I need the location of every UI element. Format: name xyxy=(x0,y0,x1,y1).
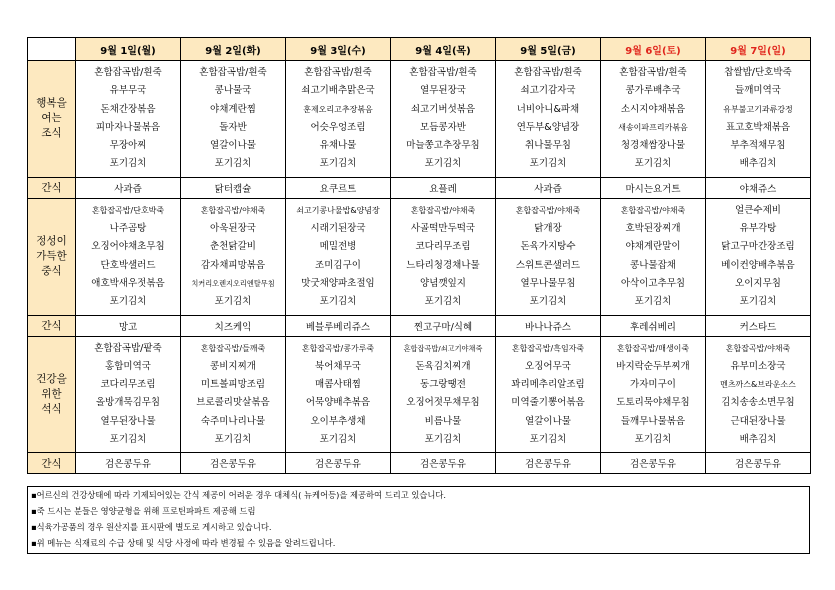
menu-item: 돈육김치찌개 xyxy=(415,360,471,372)
snack-item: 후레쉬베리 xyxy=(601,315,706,336)
menu-item: 유채나물 xyxy=(319,140,357,152)
menu-item: 열갈이나물 xyxy=(210,140,256,152)
menu-item: 어묵양배추볶음 xyxy=(305,397,371,409)
menu-item: 쇠고기콩나물밥&양념장 xyxy=(296,205,380,215)
menu-item: 혼합잡곡밥/흰죽 xyxy=(409,67,477,78)
lunch-day-cell xyxy=(601,198,706,315)
menu-item: 혼합잡곡밥/흰죽 xyxy=(619,67,687,78)
snack3-row xyxy=(28,453,811,474)
menu-item: 포기김치 xyxy=(109,434,147,446)
snack-item: 검은콩두유 xyxy=(286,453,391,474)
menu-item: 홍합미역국 xyxy=(105,360,151,372)
menu-item: 쇠고기배추맑은국 xyxy=(301,85,375,97)
menu-item: 포기김치 xyxy=(529,158,567,170)
menu-item: 혼합잡곡밥/들깨죽 xyxy=(200,343,266,353)
snack-item: 닭터캡슐 xyxy=(181,177,286,198)
snack-item: 검은콩두유 xyxy=(601,453,706,474)
menu-item: 애호박새우젓볶음 xyxy=(91,277,165,289)
menu-item: 마늘쫑고추장무침 xyxy=(406,140,480,152)
breakfast-day-cell xyxy=(601,61,706,178)
snack-item: 찐고구마/식혜 xyxy=(391,315,496,336)
breakfast-row xyxy=(28,61,811,178)
breakfast-day-cell xyxy=(706,61,811,178)
snack-item: 요쿠르트 xyxy=(286,177,391,198)
menu-item: 혼합잡곡밥/쇠고기야채죽 xyxy=(403,343,483,353)
menu-item: 피마자나물볶음 xyxy=(95,121,161,133)
breakfast-day-cell xyxy=(496,61,601,178)
menu-item: 브로콜리맛살볶음 xyxy=(196,397,270,409)
snack-item: 마시는요거트 xyxy=(601,177,706,198)
menu-item: 열무나물무침 xyxy=(520,277,576,289)
menu-item: 콩가루배추국 xyxy=(625,85,681,97)
menu-item: 찹쌀밥/단호박죽 xyxy=(724,67,792,78)
menu-item: 동그랑땡전 xyxy=(420,379,466,391)
menu-item: 오징어무국 xyxy=(525,360,571,372)
snack-item: 검은콩두유 xyxy=(496,453,601,474)
snack-item: 치즈케익 xyxy=(181,315,286,336)
menu-item: 부추적채무침 xyxy=(730,140,786,152)
menu-item: 혼합잡곡밥/단호박죽 xyxy=(91,205,165,215)
menu-item: 배추김치 xyxy=(739,434,777,446)
lunch-label: 정성이 가득한 중식 xyxy=(28,198,76,315)
menu-item: 포기김치 xyxy=(634,296,672,308)
lunch-day-cell xyxy=(706,198,811,315)
menu-item: 사골떡만두떡국 xyxy=(410,223,476,235)
menu-item: 콩비지찌개 xyxy=(210,360,256,372)
menu-item: 쇠고기버섯볶음 xyxy=(410,103,476,115)
menu-item: 아욱된장국 xyxy=(210,223,256,235)
lunch-day-cell xyxy=(286,198,391,315)
menu-item: 닭개장 xyxy=(534,223,562,235)
lunch-day-cell xyxy=(76,198,181,315)
menu-item: 춘천닭갈비 xyxy=(210,241,256,253)
menu-item: 포기김치 xyxy=(109,296,147,308)
menu-item: 미트볼피망조림 xyxy=(200,379,266,391)
menu-item: 근대된장나물 xyxy=(730,415,786,427)
menu-item: 오이지무침 xyxy=(735,277,781,289)
snack-item: 바나나쥬스 xyxy=(496,315,601,336)
breakfast-day-cell xyxy=(181,61,286,178)
menu-item: 코다리무조림 xyxy=(100,379,156,391)
menu-item: 포기김치 xyxy=(319,158,357,170)
breakfast-day-cell xyxy=(391,61,496,178)
menu-item: 혼합잡곡밥/야채죽 xyxy=(200,205,266,215)
menu-item: 열무된장국 xyxy=(420,85,466,97)
note-line: ▪위 메뉴는 식재료의 수급 상태 및 식당 사정에 따라 변경될 수 있음을 알려드립니다. xyxy=(31,538,336,548)
menu-item: 느타리청경채나물 xyxy=(406,259,480,271)
menu-item: 맛굿채양파초절임 xyxy=(301,277,375,289)
menu-item: 도토리묵야채무침 xyxy=(616,397,690,409)
menu-item: 들깨무나물볶음 xyxy=(620,415,686,427)
menu-item: 혼합잡곡밥/야채죽 xyxy=(515,205,581,215)
menu-item: 열무된장나물 xyxy=(100,415,156,427)
day-header: 9월 5일(금) xyxy=(496,38,601,61)
menu-item: 취나물무침 xyxy=(525,140,571,152)
menu-item: 들깨미역국 xyxy=(735,85,781,97)
corner-cell xyxy=(28,38,76,61)
menu-item: 코다리무조림 xyxy=(415,241,471,253)
note-line: ▪식육가공품의 경우 원산지를 표시판에 별도로 게시하고 있습니다. xyxy=(31,522,272,532)
menu-item: 시래기된장국 xyxy=(310,223,366,235)
menu-item: 혼합잡곡밥/흰죽 xyxy=(199,67,267,78)
menu-item: 혼합잡곡밥/야채죽 xyxy=(620,205,686,215)
menu-item: 열갈이나물 xyxy=(525,415,571,427)
menu-item: 혼합잡곡밥/팥죽 xyxy=(94,342,162,354)
snack2-row xyxy=(28,315,811,336)
snack-item: 요플레 xyxy=(391,177,496,198)
dinner-day-cell xyxy=(181,336,286,453)
menu-item: 얼큰수제비 xyxy=(735,204,781,216)
menu-item: 쇠고기감자국 xyxy=(520,85,576,97)
dinner-day-cell xyxy=(286,336,391,453)
snack-item: 검은콩두유 xyxy=(76,453,181,474)
menu-item: 숙주미나리나물 xyxy=(200,415,266,427)
menu-item: 포기김치 xyxy=(634,434,672,446)
snack-item: 커스타드 xyxy=(706,315,811,336)
dinner-label: 건강을 위한 석식 xyxy=(28,336,76,453)
menu-item: 김치송송소면무침 xyxy=(721,397,795,409)
menu-item: 훈제오리고추장볶음 xyxy=(303,104,373,114)
snack3-label: 간식 xyxy=(28,453,76,474)
day-header-weekend: 9월 7일(일) xyxy=(706,38,811,61)
menu-item: 포기김치 xyxy=(424,158,462,170)
menu-item: 혼합잡곡밥/흰죽 xyxy=(304,67,372,78)
menu-item: 청경채쌈장나물 xyxy=(620,140,686,152)
snack-item: 베블루베리쥬스 xyxy=(286,315,391,336)
menu-item: 아삭이고추무침 xyxy=(620,277,686,289)
menu-item: 꽈리메추리알조림 xyxy=(511,379,585,391)
menu-item: 메밀전병 xyxy=(319,241,357,253)
menu-item: 포기김치 xyxy=(424,296,462,308)
menu-item: 포기김치 xyxy=(529,434,567,446)
menu-item: 멘츠까스&브라운소스 xyxy=(720,380,796,390)
day-header-weekend: 9월 6일(토) xyxy=(601,38,706,61)
note-line: ▪죽 드시는 분들은 영양균형을 위해 프로틴파파트 제공해 드림 xyxy=(31,506,256,516)
dinner-row xyxy=(28,336,811,453)
menu-item: 포기김치 xyxy=(634,158,672,170)
menu-item: 미역줄기뽕어볶음 xyxy=(511,397,585,409)
menu-item: 돈육가지탕수 xyxy=(520,241,576,253)
menu-item: 혼합잡곡밥/야채죽 xyxy=(410,205,476,215)
day-header: 9월 2일(화) xyxy=(181,38,286,61)
snack-item: 사과즙 xyxy=(496,177,601,198)
menu-item: 포기김치 xyxy=(319,296,357,308)
lunch-day-cell xyxy=(391,198,496,315)
menu-item: 포기김치 xyxy=(109,158,147,170)
dinner-day-cell xyxy=(496,336,601,453)
dinner-day-cell xyxy=(76,336,181,453)
menu-item: 어슷우엉조림 xyxy=(310,121,366,133)
menu-item: 닭고구마간장조림 xyxy=(721,241,795,253)
breakfast-label: 행복을 여는 조식 xyxy=(28,61,76,178)
menu-item: 혼합잡곡밥/흰죽 xyxy=(94,67,162,78)
menu-item: 혼합잡곡밥/매생이죽 xyxy=(616,343,690,353)
snack-item: 야채쥬스 xyxy=(706,177,811,198)
menu-item: 단호박샐러드 xyxy=(100,259,156,271)
lunch-row xyxy=(28,198,811,315)
menu-item: 호박된장찌개 xyxy=(625,223,681,235)
notes-box xyxy=(27,486,810,554)
menu-item: 양념깻잎지 xyxy=(420,277,466,289)
breakfast-day-cell xyxy=(286,61,391,178)
menu-item: 야채계란찜 xyxy=(210,103,256,115)
lunch-day-cell xyxy=(496,198,601,315)
menu-item: 소시지야채볶음 xyxy=(620,103,686,115)
snack-item: 사과즙 xyxy=(76,177,181,198)
menu-item: 연두부&양념장 xyxy=(516,121,580,133)
menu-item: 돌자반 xyxy=(219,121,247,133)
menu-item: 북어채무국 xyxy=(315,360,361,372)
menu-item: 혼합잡곡밥/흑임자죽 xyxy=(511,343,585,353)
menu-item: 유부각탕 xyxy=(739,223,777,235)
snack-item: 검은콩두유 xyxy=(391,453,496,474)
menu-item: 무장아찌 xyxy=(109,140,147,152)
menu-item: 혼합잡곡밥/콩가루죽 xyxy=(301,343,375,353)
menu-item: 가자미구이 xyxy=(630,379,676,391)
menu-item: 돈채간장볶음 xyxy=(100,103,156,115)
menu-item: 포기김치 xyxy=(739,296,777,308)
snack-item: 검은콩두유 xyxy=(706,453,811,474)
menu-item: 포기김치 xyxy=(214,296,252,308)
menu-item: 유부불고기과류강정 xyxy=(723,104,793,114)
snack1-row xyxy=(28,177,811,198)
menu-item: 올방개묵김무침 xyxy=(95,397,161,409)
menu-item: 포기김치 xyxy=(319,434,357,446)
menu-item: 비름나물 xyxy=(424,415,462,427)
menu-item: 치커리오렌지오리엔탈무침 xyxy=(191,278,275,288)
menu-item: 혼합잡곡밥/야채죽 xyxy=(725,343,791,353)
menu-item: 혼합잡곡밥/흰죽 xyxy=(514,67,582,78)
menu-item: 배추김치 xyxy=(739,158,777,170)
menu-item: 유부무국 xyxy=(109,85,147,97)
menu-item: 너비아니&파채 xyxy=(516,103,580,115)
snack-item: 검은콩두유 xyxy=(181,453,286,474)
menu-item: 포기김치 xyxy=(424,434,462,446)
breakfast-day-cell xyxy=(76,61,181,178)
weekly-menu-table xyxy=(27,37,811,474)
snack2-label: 간식 xyxy=(28,315,76,336)
menu-item: 감자채피망볶음 xyxy=(200,259,266,271)
menu-item: 조미김구이 xyxy=(315,259,361,271)
lunch-day-cell xyxy=(181,198,286,315)
dinner-day-cell xyxy=(601,336,706,453)
menu-item: 베이컨양배추볶음 xyxy=(721,259,795,271)
menu-item: 콩나물잡채 xyxy=(630,259,676,271)
day-header: 9월 4일(목) xyxy=(391,38,496,61)
menu-item: 바지락순두부찌개 xyxy=(616,360,690,372)
menu-item: 포기김치 xyxy=(529,296,567,308)
menu-item: 표고호박채볶음 xyxy=(725,121,791,133)
menu-item: 포기김치 xyxy=(214,434,252,446)
menu-item: 오징어젓무채무침 xyxy=(406,397,480,409)
menu-item: 유부미소장국 xyxy=(730,360,786,372)
menu-item: 오징어야채초무침 xyxy=(91,241,165,253)
snack1-label: 간식 xyxy=(28,177,76,198)
note-line: ▪어르신의 건강상태에 따라 기제되어있는 간식 제공이 어려운 경우 대체식( 뉴케어등)을 제공하여 드리고 있습니다. xyxy=(31,490,447,500)
menu-item: 스위트콘샐러드 xyxy=(515,259,581,271)
menu-item: 야채계란말이 xyxy=(625,241,681,253)
dinner-day-cell xyxy=(706,336,811,453)
menu-item: 나주곰탕 xyxy=(109,223,147,235)
day-header: 9월 1일(월) xyxy=(76,38,181,61)
snack-item: 망고 xyxy=(76,315,181,336)
menu-item: 매콤사태찜 xyxy=(315,379,361,391)
day-header-row xyxy=(28,38,811,61)
menu-item: 모듬콩자반 xyxy=(420,121,466,133)
dinner-day-cell xyxy=(391,336,496,453)
menu-item: 오이부추생채 xyxy=(310,415,366,427)
menu-item: 새송이파프리카볶음 xyxy=(618,122,688,132)
menu-item: 포기김치 xyxy=(214,158,252,170)
menu-item: 콩나물국 xyxy=(214,85,252,97)
day-header: 9월 3일(수) xyxy=(286,38,391,61)
